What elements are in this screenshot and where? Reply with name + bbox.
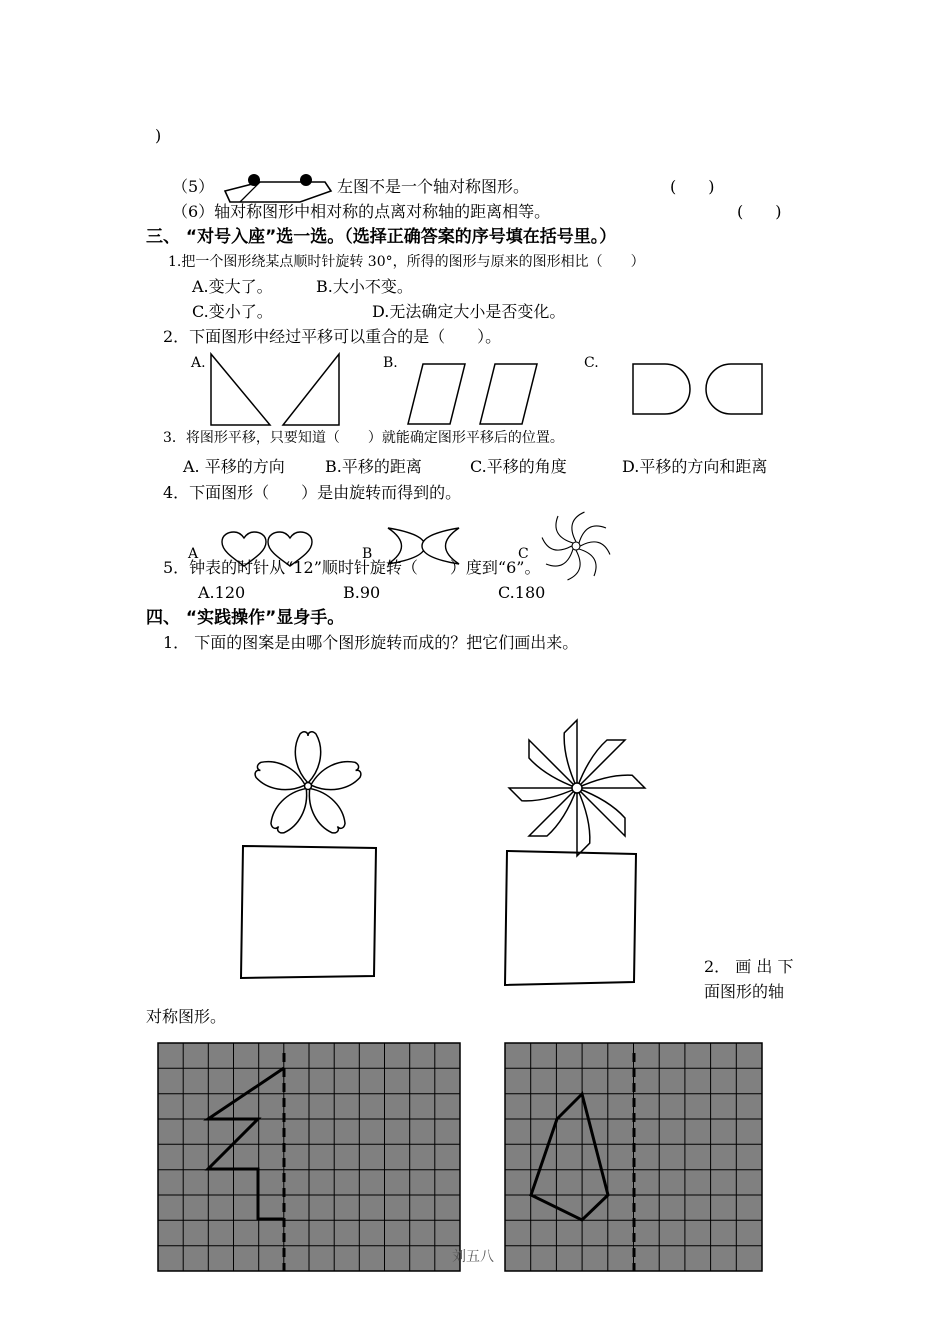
s3-q4-stem: 4．下面图形（ ）是由旋转而得到的。 bbox=[163, 483, 462, 502]
s3-q2-d-shapes-figure bbox=[630, 362, 770, 417]
section3-title: 三、 “对号入座”选一选。（选择正确答案的序号填在括号里。） bbox=[146, 227, 617, 247]
judge-q5-answer-bracket[interactable]: ( ) bbox=[670, 177, 715, 196]
s4-grid-right[interactable] bbox=[505, 1043, 763, 1272]
s3-q2-label-a: A. bbox=[191, 355, 206, 371]
judge-q5-shape-figure bbox=[220, 172, 335, 206]
s3-q3-option-b: B.平移的距离 bbox=[325, 457, 422, 476]
s3-q2-parallelograms-figure bbox=[405, 362, 545, 427]
s4-q2-stem-line1: 2． 画 出 下 bbox=[704, 957, 794, 976]
s4-answer-box-right[interactable] bbox=[502, 848, 640, 990]
s3-q5-stem: 5．钟表的时针从“12”顺时针旋转（ ）度到“6”。 bbox=[163, 558, 541, 577]
footer-text: 刘五八 bbox=[452, 1249, 494, 1265]
s3-q2-label-b: B. bbox=[383, 355, 398, 371]
s3-q3-option-d: D.平移的方向和距离 bbox=[622, 457, 768, 476]
judge-q6-text: （6）轴对称图形中相对称的点离对称轴的距离相等。 bbox=[172, 202, 551, 221]
s3-q1-option-c: C.变小了。 bbox=[192, 302, 273, 321]
judge-q6-answer-bracket[interactable]: ( ) bbox=[737, 202, 782, 221]
s3-q2-label-c: C. bbox=[584, 355, 599, 371]
judge-q5-number: （5） bbox=[172, 177, 215, 196]
s3-q4-pinwheel-figure bbox=[538, 513, 614, 579]
s4-flower-figure bbox=[250, 722, 365, 834]
s3-q5-option-a: A.120 bbox=[198, 583, 246, 602]
s4-answer-box-left[interactable] bbox=[238, 843, 380, 981]
s3-q3-stem: 3．将图形平移，只要知道（ ）就能确定图形平移后的位置。 bbox=[163, 430, 564, 446]
s3-q5-option-b: B.90 bbox=[343, 583, 381, 602]
s3-q1-stem: 1.把一个图形绕某点顺时针旋转 30°，所得的图形与原来的图形相比（ ） bbox=[168, 254, 645, 270]
judge-q5-text: 左图不是一个轴对称图形。 bbox=[337, 177, 530, 196]
s3-q2-triangles-figure bbox=[205, 350, 345, 430]
s4-q2-stem-line2: 面图形的轴 bbox=[704, 982, 785, 1001]
top-paren: ) bbox=[155, 126, 162, 145]
s3-q4-label-b: B bbox=[362, 546, 373, 562]
s3-q1-option-a: A.变大了。 bbox=[192, 277, 273, 296]
s3-q4-label-c: C bbox=[518, 546, 529, 562]
s3-q1-option-b: B.大小不变。 bbox=[316, 277, 413, 296]
s3-q3-option-a: A. 平移的方向 bbox=[183, 457, 285, 476]
s3-q5-option-c: C.180 bbox=[498, 583, 546, 602]
s4-q2-stem-line3: 对称图形。 bbox=[146, 1007, 227, 1026]
s4-pinwheel-figure bbox=[527, 738, 627, 838]
s4-grid-left[interactable] bbox=[158, 1043, 461, 1272]
s3-q3-option-c: C.平移的角度 bbox=[470, 457, 567, 476]
s3-q2-stem: 2．下面图形中经过平移可以重合的是（ ）。 bbox=[163, 327, 502, 346]
section4-title: 四、 “实践操作”显身手。 bbox=[146, 608, 345, 628]
s3-q1-option-d: D.无法确定大小是否变化。 bbox=[372, 302, 566, 321]
s4-q1-stem: 1． 下面的图案是由哪个图形旋转而成的？把它们画出来。 bbox=[163, 633, 579, 652]
s3-q4-label-a: A bbox=[188, 546, 199, 562]
